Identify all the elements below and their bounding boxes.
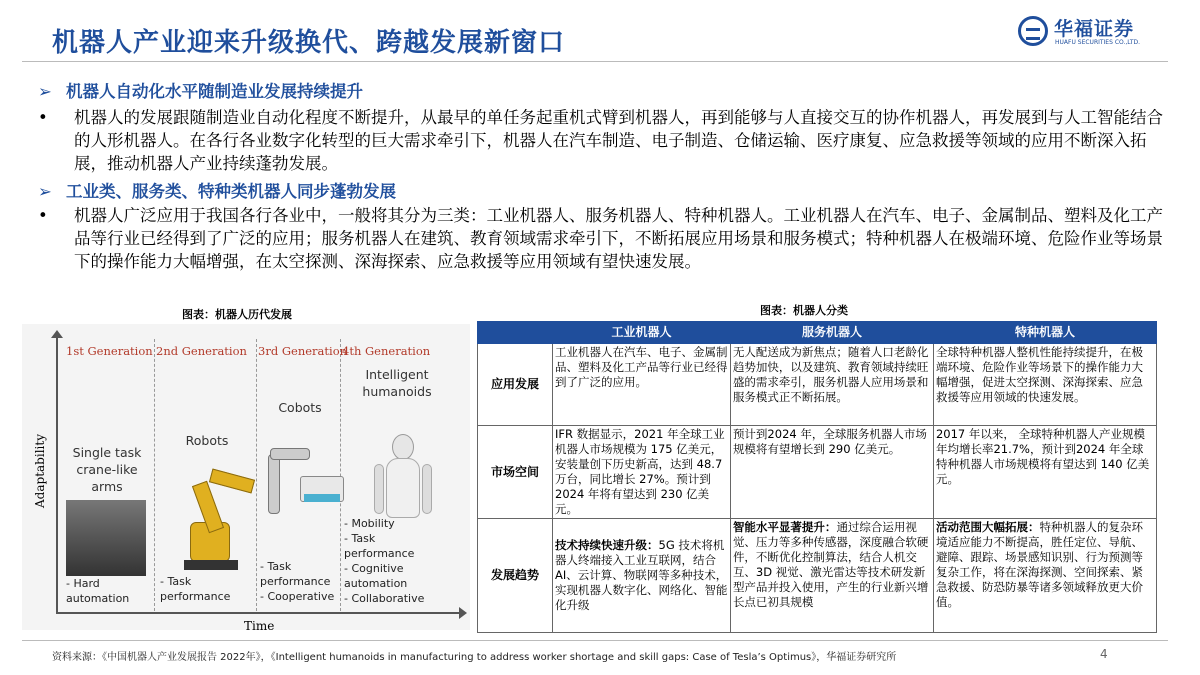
- table-cell: 预计到2024 年，全球服务机器人市场规模将有望增长到 290 亿美元。: [730, 426, 933, 519]
- table-cell: 2017 年以来， 全球特种机器人产业规模年均增长率21.7%，预计到2024 年全球特种机器人市场规模将有望达到 140 亿美元。: [933, 426, 1156, 519]
- generation-features: - Hard automation: [66, 577, 130, 605]
- footer-divider: [22, 640, 1168, 641]
- generation-divider: [154, 339, 155, 611]
- row-header: 应用发展: [478, 344, 553, 426]
- robot-generations-figure: [22, 324, 470, 633]
- row-header: 发展趋势: [478, 519, 553, 633]
- generation-label: 3rd Generation: [258, 344, 348, 358]
- table-header-cell: 服务机器人: [730, 322, 933, 344]
- generation-features: - Task performance: [160, 575, 231, 603]
- generation-title: Intelligent humanoids: [362, 367, 432, 399]
- robot-classification-table: [477, 321, 1157, 633]
- table-header-cell: 特种机器人: [933, 322, 1156, 344]
- table-cell: 工业机器人在汽车、电子、金属制品、塑料及化工产品等行业已经得到了广泛的应用。: [553, 344, 731, 426]
- table-cell: 无人配送成为新焦点；随着人口老龄化趋势加快，以及建筑、教育领域持续旺盛的需求牵引，服务机器人应用场景和服务模式正不断拓展。: [730, 344, 933, 426]
- section-heading-2: ➢ 工业类、服务类、特种类机器人同步蓬勃发展: [38, 182, 396, 201]
- industrial-robot-image: [170, 452, 258, 572]
- logo-mark-icon: [1018, 16, 1048, 46]
- arrow-icon: ➢: [38, 182, 52, 201]
- table-header-row: [478, 322, 1157, 344]
- y-axis-label: Adaptability: [33, 434, 47, 508]
- arrow-icon: ➢: [38, 82, 52, 101]
- logo-name: 华福证券: [1054, 18, 1135, 40]
- generation-title: Single task crane-like arms: [72, 445, 142, 494]
- generation-title: Robots: [185, 433, 229, 448]
- paragraph-text: 机器人的发展跟随制造业自动化程度不断提升，从最早的单任务起重机式臂到机器人，再到能够与人直接交互的协作机器人，再发展到与人工智能结合的人形机器人。在各行各业数字化转型的巨大需求牵引下，机器人在汽车制造、电子制造、仓储运输、医疗康复、应急救援等领域的应用不断深入拓展，推动机器人产业持续蓬勃发展。: [74, 108, 1163, 173]
- row-header: 市场空间: [478, 426, 553, 519]
- header-divider: [22, 61, 1168, 62]
- table-header-cell: [478, 322, 553, 344]
- logo-english-name: HUAFU SECURITIES CO.,LTD.: [1055, 39, 1141, 46]
- table-cell: 活动范围大幅拓展：特种机器人的复杂环境适应能力不断提高，胜任定位、导航、避障、跟踪、场景感知识别、行为预测等复杂工作，将在深海探测、空间探索、紧急救援、防恐防暴等诸多领域释放更大价值。: [933, 519, 1156, 633]
- company-logo: [1018, 12, 1158, 52]
- figure-caption-left: 图表：机器人历代发展: [182, 308, 292, 321]
- generation-title: Cobots: [278, 400, 322, 415]
- bullet-icon: •: [38, 206, 48, 225]
- bullet-paragraph-2: [38, 204, 1173, 298]
- generation-features: - Task performance - Cooperative: [260, 560, 335, 603]
- x-axis: [56, 612, 461, 614]
- source-footnote: 资料来源：《中国机器人产业发展报告 2022年》，《Intelligent humanoids in manufacturing to address worker shortage and skill gaps: Case of Tesla’s Optimus》，华福证券研究所: [52, 652, 897, 663]
- x-axis-label: Time: [244, 619, 275, 633]
- table-header-cell: 工业机器人: [553, 322, 731, 344]
- generation-features: - Mobility - Task performance - Cognitive automation - Collaborative: [344, 517, 425, 605]
- bullet-icon: •: [38, 108, 48, 127]
- paragraph-text: 机器人广泛应用于我国各行各业中，一般将其分为三类：工业机器人、服务机器人、特种机器人。工业机器人在汽车、电子、金属制品、塑料及化工产品等行业已经得到了广泛的应用；服务机器人在建筑、教育领域需求牵引下，不断拓展应用场景和服务模式；特种机器人在极端环境、危险作业等场景下的操作能力大幅增强，在太空探测、深海探索、应急救援等应用领域有望快速发展。: [74, 206, 1163, 271]
- table-row: [478, 519, 1157, 633]
- section-heading-1: ➢ 机器人自动化水平随制造业发展持续提升: [38, 82, 363, 101]
- page-number: 4: [1100, 647, 1108, 661]
- cobot-image: [260, 434, 345, 524]
- table-row: [478, 426, 1157, 519]
- figure-caption-right: 图表：机器人分类: [760, 304, 848, 317]
- generation-label: 4th Generation: [342, 344, 431, 358]
- crane-arm-image: [66, 500, 146, 576]
- table-cell: 智能水平显著提升：通过综合运用视觉、压力等多种传感器，深度融合软硬件，不断优化控制算法，结合人机交互、3D 视觉、激光雷达等技术研发新型产品并投入使用，产生的行业新兴增长点已初具规模: [730, 519, 933, 633]
- table-cell: IFR 数据显示，2021 年全球工业机器人市场规模为 175 亿美元，安装量创下历史新高，达到 48.7 万台，同比增长 27%。预计到 2024 年将有望达到 230 亿美元。: [553, 426, 731, 519]
- page-title: 机器人产业迎来升级换代、跨越发展新窗口: [52, 28, 566, 58]
- generation-label: 1st Generation: [66, 344, 153, 358]
- y-axis: [56, 334, 58, 614]
- table-cell: 技术持续快速升级：5G 技术将机器人终端接入工业互联网，结合AI、云计算、物联网等多种技术，实现机器人数字化、网络化、智能化升级: [553, 519, 731, 633]
- table-row: [478, 344, 1157, 426]
- bullet-paragraph-1: [38, 106, 1173, 176]
- generation-label: 2nd Generation: [156, 344, 247, 358]
- table-cell: 全球特种机器人整机性能持续提升，在极端环境、危险作业等场景下的操作能力大幅增强，促进太空探测、深海探索、应急救援等应用领域的快速发展。: [933, 344, 1156, 426]
